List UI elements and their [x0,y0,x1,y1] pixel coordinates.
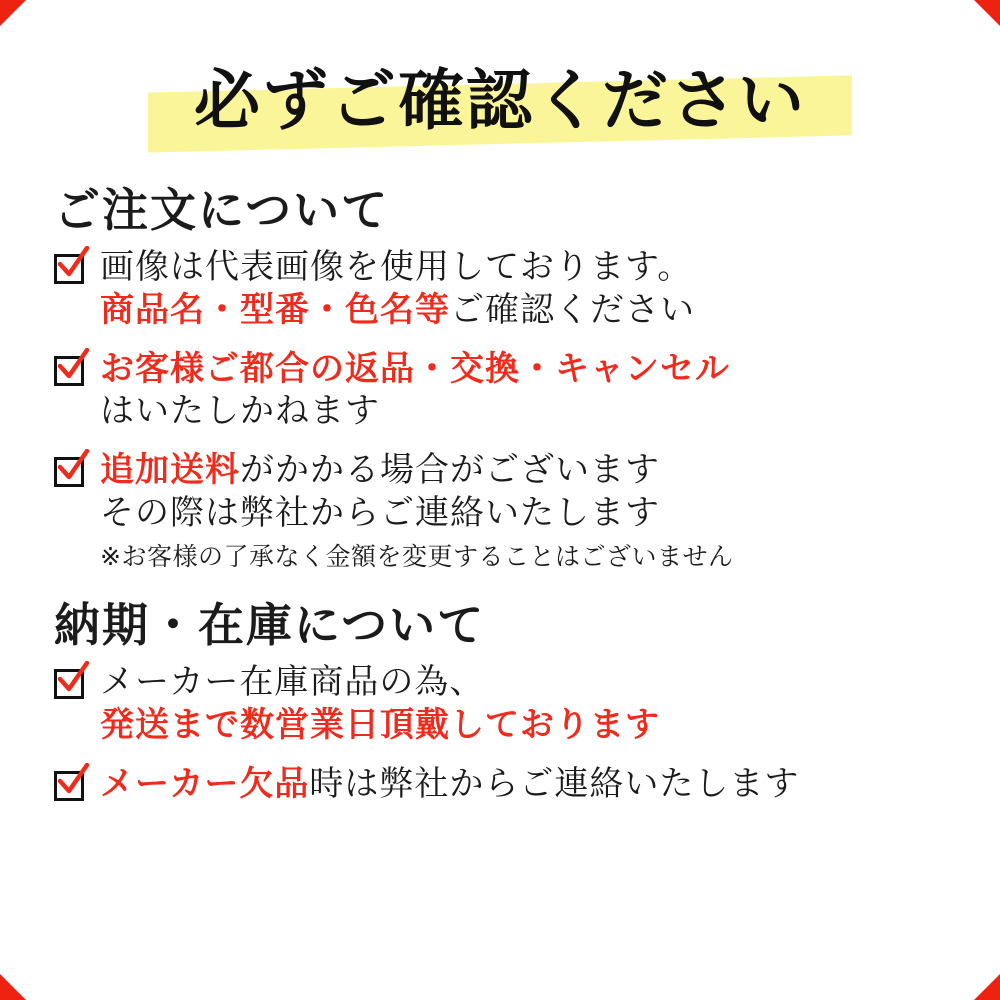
list-item-line [100,289,954,332]
check-mark-icon [56,348,90,384]
checkbox-checked-icon [52,250,92,290]
list-item [46,348,954,434]
check-mark-icon [56,449,90,485]
list-item-line [100,763,954,806]
list-item-line: メーカー在庫商品の為、 [100,661,485,702]
list-item-line [100,704,954,747]
list-item-line: 画像は代表画像を使用しております。 [100,247,693,287]
checkbox-checked-icon [52,453,92,493]
list-item-line [100,449,954,492]
highlighted-text: 商品名・型番・色名等 [100,289,450,330]
page-title: 必ずご確認ください [194,62,806,139]
plain-text: ご確認ください [450,289,695,330]
list-item-line: はいたしかねます [100,391,380,432]
check-mark-icon [56,246,90,282]
section-heading-delivery: 納期・在庫について [54,597,486,652]
list-item [46,246,954,332]
highlighted-text: 追加送料 [100,450,240,491]
plain-text: 時は弊社からご連絡いたします [309,763,800,804]
corner-accent-bottom-right [974,974,1000,1000]
banner [46,46,954,156]
list-item-line: その際は弊社からご連絡いたします [100,493,660,534]
section-heading-order: ご注文について [54,183,390,237]
corner-accent-bottom-left [0,974,26,1000]
highlighted-text: 発送まで数営業日頂戴しております [100,704,660,745]
list-item-note: ※お客様の了承なく金額を変更することはございません [100,541,734,571]
section-delivery [46,589,954,807]
corner-accent-top-right [974,0,1000,26]
section-order [46,174,954,573]
checkbox-checked-icon [52,352,92,392]
checkbox-checked-icon [52,665,92,705]
check-mark-icon [56,763,90,799]
list-item-line [100,348,954,391]
checkbox-checked-icon [52,767,92,807]
list-item [46,661,954,747]
highlighted-text: お客様ご都合の返品・交換・キャンセル [100,348,730,389]
check-mark-icon [56,661,90,697]
plain-text: がかかる場合がございます [240,450,660,491]
list-item [46,449,954,573]
highlighted-text: メーカー欠品 [100,763,310,804]
corner-accent-top-left [0,0,26,26]
list-item [46,763,954,807]
